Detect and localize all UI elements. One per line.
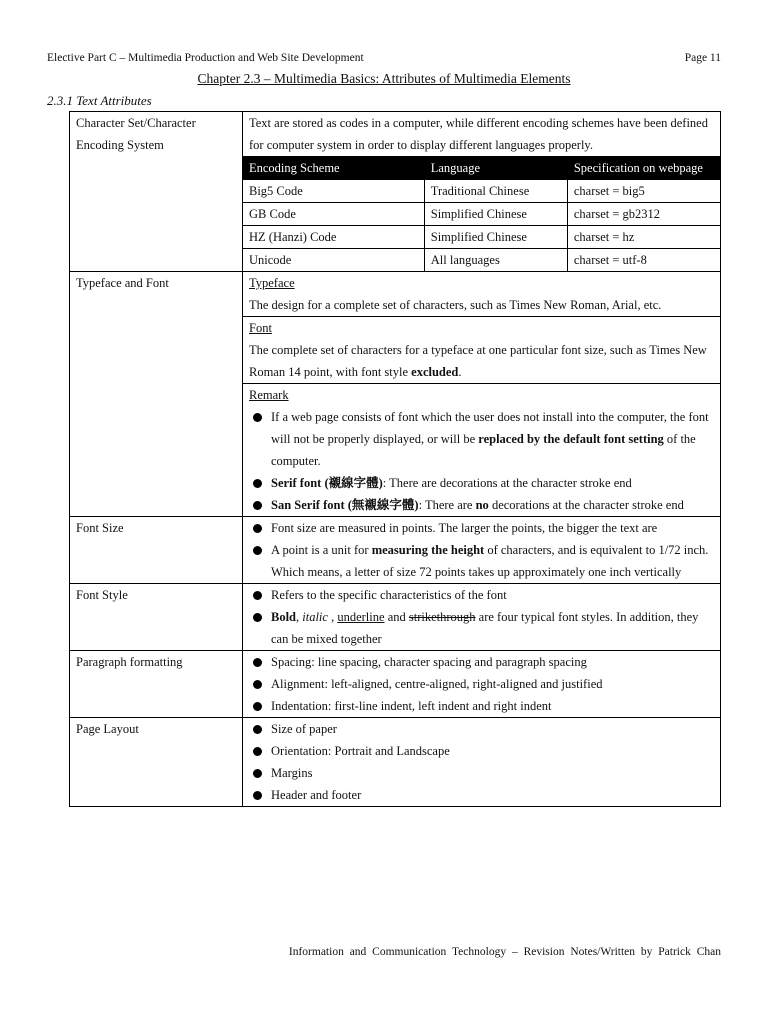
row-content: [243, 272, 721, 517]
strikethrough-text: strikethrough: [408, 610, 476, 624]
list-item: Orientation: Portrait and Landscape: [249, 740, 714, 762]
section-title: 2.3.1 Text Attributes: [47, 93, 152, 108]
text-span: and: [384, 610, 409, 624]
page-number: Page 11: [684, 52, 721, 64]
row-label: Font Style: [70, 584, 243, 651]
row-content: [243, 112, 721, 272]
row-content: [243, 517, 721, 584]
list-item: Spacing: line spacing, character spacing and paragraph spacing: [249, 651, 714, 673]
list-item: [249, 494, 714, 516]
underline-text: underline: [337, 610, 385, 624]
text-span: of the computer.: [271, 432, 696, 468]
bold-text: no: [475, 498, 489, 512]
list-item: [249, 539, 714, 583]
remark-block: [243, 383, 720, 516]
text-span: ,: [327, 610, 338, 624]
paragraph-list: [243, 651, 720, 717]
typeface-text: The design for a complete set of characters, such as Times New Roman, Arial, etc.: [249, 298, 662, 312]
list-item: [249, 406, 714, 472]
encoding-table-header: [243, 157, 720, 180]
table-cell: charset = utf-8: [567, 249, 720, 272]
bold-text: San Serif font (無襯線字體): [271, 498, 419, 512]
row-content: [243, 651, 721, 718]
text-span: If a web page consists of font which the user does not install into the computer, the font will not be properly displayed, or will be: [271, 410, 709, 446]
encoding-table: [243, 156, 720, 271]
text-span: .: [458, 365, 462, 379]
row-label: Paragraph formatting: [70, 651, 243, 718]
header-left: Elective Part C – Multimedia Production and Web Site Development: [47, 52, 364, 64]
table-cell: Simplified Chinese: [424, 226, 567, 249]
italic-text: italic: [302, 610, 328, 624]
row-character-set: [70, 112, 721, 272]
table-row: [243, 226, 720, 249]
remark-list: [243, 406, 720, 516]
layout-list: [243, 718, 720, 806]
header-cell: Specification on webpage: [567, 157, 720, 180]
font-text: [249, 339, 714, 383]
font-heading: Font: [249, 321, 272, 335]
table-cell: GB Code: [243, 203, 424, 226]
row-content: [243, 718, 721, 807]
list-item: Font size are measured in points. The larger the points, the bigger the text are: [249, 517, 714, 539]
row-font-size: [70, 517, 721, 584]
table-cell: All languages: [424, 249, 567, 272]
text-span: : There are decorations at the character stroke end: [382, 476, 632, 490]
row-paragraph-formatting: [70, 651, 721, 718]
list-item: Refers to the specific characteristics of the font: [249, 584, 714, 606]
bold-text: measuring the height: [371, 543, 485, 557]
page-footer: Information and Communication Technology – Revision Notes/Written by Patrick Chan: [288, 946, 721, 958]
row-label: Page Layout: [70, 718, 243, 807]
header-cell: Encoding Scheme: [243, 157, 424, 180]
remark-heading: Remark: [249, 388, 289, 402]
row-label: Typeface and Font: [70, 272, 243, 517]
text-span: of characters, and is equivalent to 1/72 inch. Which means, a letter of size 72 points takes up approximately one inch vertically: [271, 543, 709, 579]
table-cell: charset = gb2312: [567, 203, 720, 226]
text-span: A point is a unit for: [271, 543, 372, 557]
table-row: [243, 180, 720, 203]
header-cell: Language: [424, 157, 567, 180]
list-item: Size of paper: [249, 718, 714, 740]
chapter-title: Chapter 2.3 – Multimedia Basics: Attributes of Multimedia Elements: [197, 71, 571, 86]
font-style-list: [243, 584, 720, 650]
bold-text: replaced by the default font setting: [478, 432, 664, 446]
charset-intro: Text are stored as codes in a computer, while different encoding schemes have been defined for computer system in order to display different languages properly.: [249, 116, 708, 152]
row-content: [243, 584, 721, 651]
table-cell: Simplified Chinese: [424, 203, 567, 226]
list-item: [249, 606, 714, 650]
font-block: [243, 316, 720, 383]
row-typeface-font: [70, 272, 721, 517]
row-page-layout: [70, 718, 721, 807]
text-span: The complete set of characters for a typeface at one particular font size, such as Times New Roman 14 point, with font style: [249, 343, 707, 379]
text-span: decorations at the character stroke end: [488, 498, 684, 512]
attributes-table: [69, 111, 721, 807]
table-cell: charset = hz: [567, 226, 720, 249]
table-cell: Big5 Code: [243, 180, 424, 203]
table-row: [243, 203, 720, 226]
text-span: are four typical font styles. In addition, they can be mixed together: [271, 610, 699, 646]
list-item: [249, 472, 714, 494]
bold-text: excluded: [411, 365, 459, 379]
row-label: Character Set/Character Encoding System: [70, 112, 243, 272]
typeface-block: [243, 272, 720, 316]
table-cell: Unicode: [243, 249, 424, 272]
row-label: Font Size: [70, 517, 243, 584]
table-cell: Traditional Chinese: [424, 180, 567, 203]
typeface-heading: Typeface: [249, 276, 295, 290]
list-item: Alignment: left-aligned, centre-aligned, right-aligned and justified: [249, 673, 714, 695]
table-row: [243, 249, 720, 272]
text-span: ,: [296, 610, 303, 624]
table-cell: HZ (Hanzi) Code: [243, 226, 424, 249]
font-size-list: [243, 517, 720, 583]
text-span: : There are: [418, 498, 476, 512]
bold-text: Bold: [271, 610, 297, 624]
bold-text: Serif font (襯線字體): [271, 476, 383, 490]
row-font-style: [70, 584, 721, 651]
list-item: Header and footer: [249, 784, 714, 806]
list-item: Indentation: first-line indent, left indent and right indent: [249, 695, 714, 717]
table-cell: charset = big5: [567, 180, 720, 203]
list-item: Margins: [249, 762, 714, 784]
